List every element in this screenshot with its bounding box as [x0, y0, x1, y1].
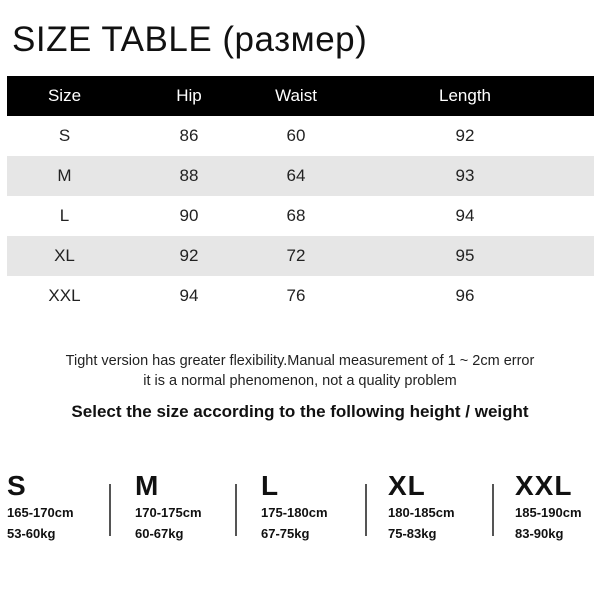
size-guide-heading: Select the size according to the following height / weight: [71, 402, 529, 421]
guide-height: 180-185cm: [388, 505, 455, 520]
guide-divider: [235, 484, 237, 536]
guide-divider: [492, 484, 494, 536]
size-table: [7, 76, 594, 316]
guide-size-label: XXL: [515, 470, 573, 501]
table-row: [7, 116, 594, 156]
table-row: [7, 276, 594, 316]
header-waist: Waist: [256, 76, 336, 116]
header-hip: Hip: [122, 76, 256, 116]
guide-weight: 53-60kg: [7, 526, 56, 541]
cell-waist: 72: [256, 236, 336, 276]
header-size: Size: [7, 76, 122, 116]
table-row: [7, 196, 594, 236]
cell-size: M: [7, 156, 122, 196]
cell-hip: 86: [179, 126, 199, 145]
height-weight-guide: [0, 470, 600, 560]
guide-weight: 75-83kg: [388, 526, 437, 541]
guide-divider: [365, 484, 367, 536]
cell-waist: 68: [286, 206, 306, 225]
guide-height: 185-190cm: [515, 505, 582, 520]
guide-height: 175-180cm: [261, 505, 328, 520]
measurement-note: [0, 351, 600, 391]
cell-hip: 94: [179, 286, 199, 305]
guide-item-xxl: [515, 470, 582, 544]
guide-divider: [109, 484, 111, 536]
note-line: Tight version has greater flexibility.Manual measurement of 1 ~ 2cm error: [65, 353, 535, 369]
note-line: it is a normal phenomenon, not a quality problem: [143, 373, 457, 389]
guide-height: 170-175cm: [135, 505, 202, 520]
cell-hip: 90: [179, 206, 199, 225]
table-row: [7, 236, 594, 276]
guide-item-m: [135, 470, 202, 544]
cell-length: 96: [455, 286, 475, 305]
cell-size: XXL: [48, 286, 81, 305]
guide-item-s: [7, 470, 74, 544]
table-row: [7, 156, 594, 196]
cell-size: L: [59, 206, 70, 225]
guide-size-label: XL: [388, 470, 426, 501]
cell-size: XL: [7, 236, 122, 276]
cell-length: 94: [455, 206, 475, 225]
guide-size-label: L: [261, 470, 280, 501]
guide-item-xl: [388, 470, 455, 544]
header-length: Length: [336, 76, 594, 116]
cell-waist: 60: [286, 126, 306, 145]
guide-height: 165-170cm: [7, 505, 74, 520]
cell-waist: 64: [256, 156, 336, 196]
guide-size-label: M: [135, 470, 160, 501]
guide-weight: 60-67kg: [135, 526, 184, 541]
page-title: SIZE TABLE (размер): [12, 20, 368, 59]
guide-weight: 67-75kg: [261, 526, 310, 541]
cell-size: S: [58, 126, 71, 145]
cell-hip: 88: [122, 156, 256, 196]
cell-waist: 76: [286, 286, 306, 305]
guide-size-label: S: [7, 470, 27, 501]
cell-length: 92: [455, 126, 475, 145]
guide-weight: 83-90kg: [515, 526, 564, 541]
cell-length: 95: [336, 236, 594, 276]
table-header-row: [7, 76, 594, 116]
cell-hip: 92: [122, 236, 256, 276]
cell-length: 93: [336, 156, 594, 196]
guide-item-l: [261, 470, 328, 544]
